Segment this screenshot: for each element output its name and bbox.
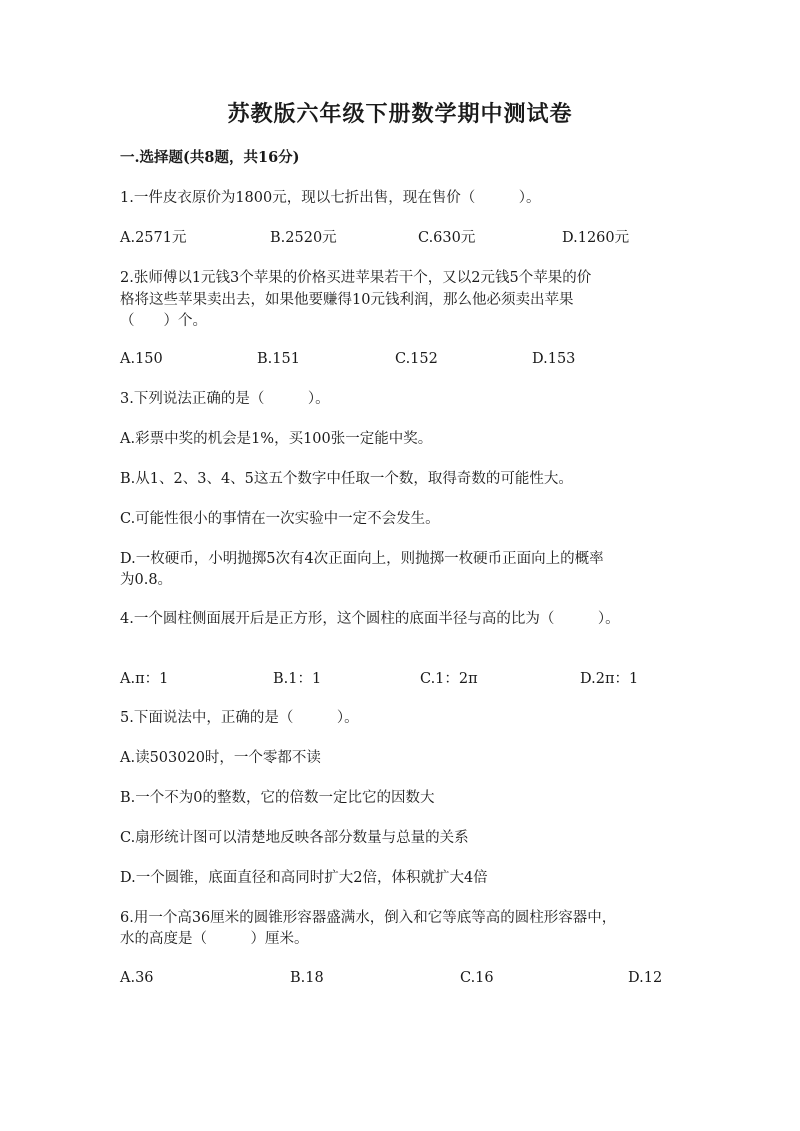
question-5-option-b: B.一个不为0的整数，它的倍数一定比它的因数大 — [120, 790, 435, 806]
question-5-option-a: A.读503020时，一个零都不读 — [120, 750, 321, 766]
question-2-option-a: A.150 — [120, 351, 163, 367]
question-2-text-line-1: 2.张师傅以1元钱3个苹果的价格买进苹果若干个，又以2元钱5个苹果的价 — [120, 270, 592, 286]
question-6-option-d: D.12 — [628, 970, 663, 986]
question-2-option-b: B.151 — [257, 351, 300, 367]
exam-title: 苏教版六年级下册数学期中测试卷 — [227, 101, 573, 127]
question-4-option-c: C.1：2π — [420, 671, 478, 687]
question-1-option-b: B.2520元 — [270, 230, 337, 246]
question-1-text: 1.一件皮衣原价为1800元，现以七折出售，现在售价（ ）。 — [120, 190, 541, 206]
question-6-option-a: A.36 — [120, 970, 154, 986]
question-4-text: 4.一个圆柱侧面展开后是正方形，这个圆柱的底面半径与高的比为（ ）。 — [120, 611, 620, 627]
question-3-option-a: A.彩票中奖的机会是1%，买100张一定能中奖。 — [120, 431, 433, 447]
question-6-option-b: B.18 — [290, 970, 324, 986]
question-3-option-d-line-2: 为0.8。 — [120, 572, 173, 588]
question-4-option-d: D.2π：1 — [580, 671, 639, 687]
question-4-option-b: B.1：1 — [273, 671, 322, 687]
question-5-option-c: C.扇形统计图可以清楚地反映各部分数量与总量的关系 — [120, 830, 469, 846]
question-2-option-c: C.152 — [395, 351, 438, 367]
question-5-option-d: D.一个圆锥，底面直径和高同时扩大2倍，体积就扩大4倍 — [120, 870, 488, 886]
section-heading: 一.选择题(共8题，共16分) — [120, 149, 300, 166]
question-2-option-d: D.153 — [532, 351, 576, 367]
question-4-option-a: A.π：1 — [120, 671, 169, 687]
question-6-text-line-2: 水的高度是（ ）厘米。 — [120, 931, 309, 947]
question-6-option-c: C.16 — [460, 970, 494, 986]
question-6-text-line-1: 6.用一个高36厘米的圆锥形容器盛满水，倒入和它等底等高的圆柱形容器中， — [120, 910, 617, 926]
question-1-option-c: C.630元 — [418, 230, 476, 246]
question-1-option-a: A.2571元 — [120, 230, 187, 246]
question-1-option-d: D.1260元 — [562, 230, 630, 246]
question-2-text-line-2: 格将这些苹果卖出去，如果他要赚得10元钱利润，那么他必须卖出苹果 — [120, 292, 574, 308]
question-3-option-d-line-1: D.一枚硬币，小明抛掷5次有4次正面向上，则抛掷一枚硬币正面向上的概率 — [120, 551, 604, 567]
question-5-text: 5.下面说法中，正确的是（ ）。 — [120, 710, 359, 726]
question-2-text-line-3: （ ）个。 — [120, 313, 207, 329]
question-3-option-b: B.从1、2、3、4、5这五个数字中任取一个数，取得奇数的可能性大。 — [120, 471, 573, 487]
question-3-option-c: C.可能性很小的事情在一次实验中一定不会发生。 — [120, 511, 440, 527]
question-3-text: 3.下列说法正确的是（ ）。 — [120, 391, 330, 407]
